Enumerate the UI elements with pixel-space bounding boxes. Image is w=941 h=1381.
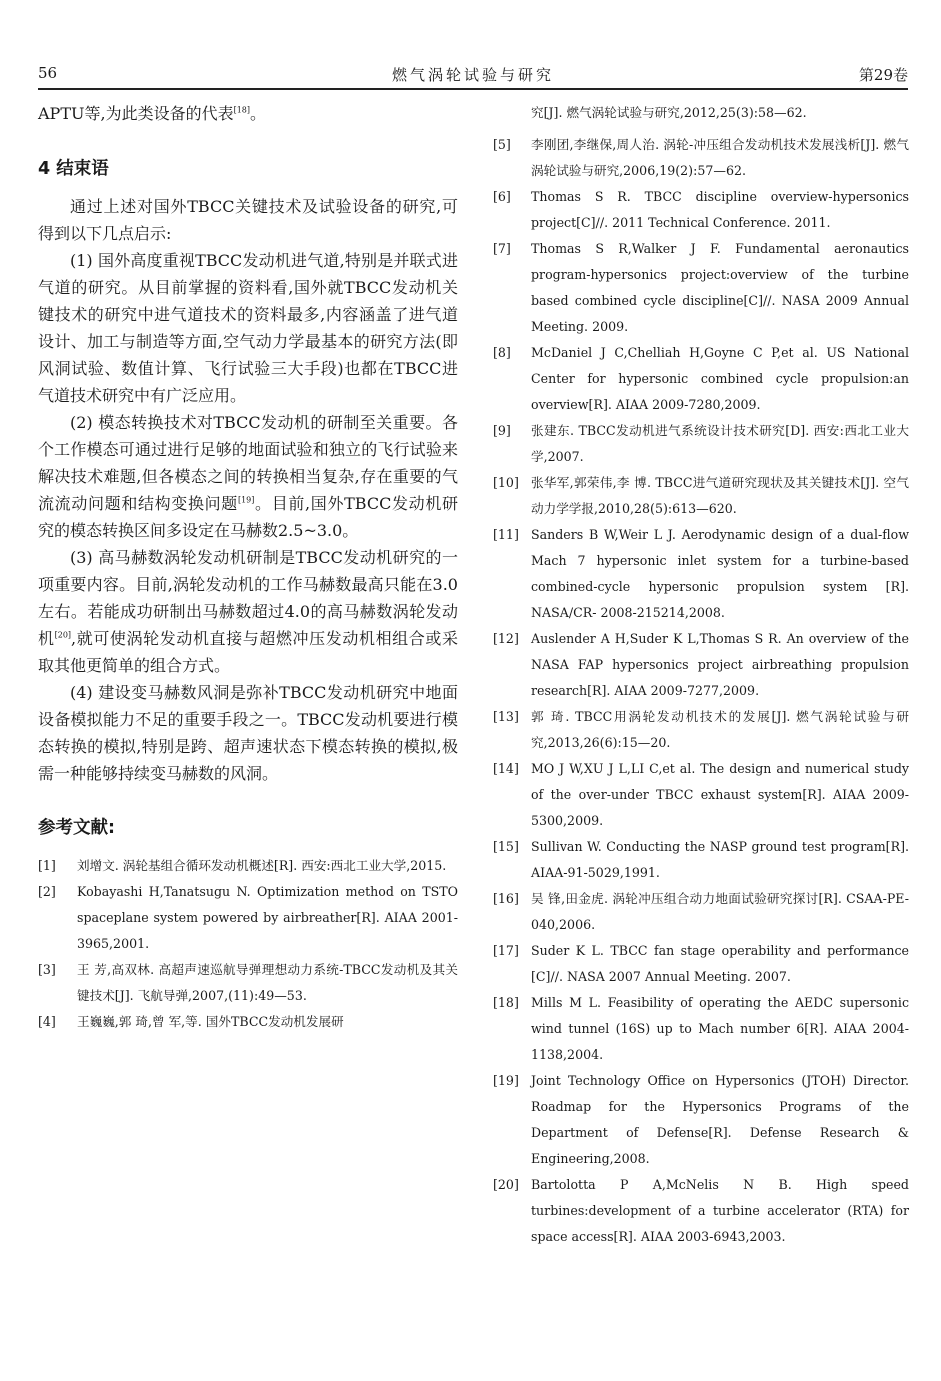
citation-marker: [20] <box>54 630 72 640</box>
reference-item <box>493 236 909 340</box>
journal-title: 燃气涡轮试验与研究 <box>391 66 554 84</box>
right-column <box>493 100 909 1250</box>
reference-item <box>493 522 909 626</box>
reference-number: [13] <box>493 709 519 724</box>
conclusion-intro: 通过上述对国外TBCC关键技术及试验设备的研究,可得到以下几点启示: <box>38 197 458 243</box>
reference-item <box>38 1009 458 1035</box>
citation-marker: [18] <box>233 105 250 115</box>
citation-marker: [19] <box>237 495 255 505</box>
reference-text: 张华军,郭荣伟,李 博. TBCC进气道研究现状及其关键技术[J]. 空气动力学学报,2010,28(5):613—620. <box>531 475 909 516</box>
reference-text: Auslender A H,Suder K L,Thomas S R. An overview of the NASA FAP hypersonics project airbreathing propulsion research[R]. AIAA 2009-7277,2009. <box>531 631 909 698</box>
reference-number: [12] <box>493 631 519 646</box>
reference-item <box>493 704 909 756</box>
reference-item <box>493 938 909 990</box>
reference-text: 王 芳,高双林. 高超声速巡航导弹理想动力系统-TBCC发动机及其关键技术[J]. 飞航导弹,2007,(11):49—53. <box>77 962 458 1003</box>
reference-number: [6] <box>493 189 511 204</box>
reference-text: 郭 琦. TBCC用涡轮发动机技术的发展[J]. 燃气涡轮试验与研究,2013,26(6):15—20. <box>531 709 909 750</box>
page-number: 56 <box>38 64 58 82</box>
point-3-tail: ,就可使涡轮发动机直接与超燃冲压发动机相组合或采取其他更简单的组合方式。 <box>38 629 458 675</box>
point-2-text: (2) 模态转换技术对TBCC发动机的研制至关重要。各个工作模态可通过进行足够的地面试验和独立的飞行试验来解决技术难题,但各模态之间的转换相当复杂,存在重要的气流流动问题和结构变换问题 <box>38 413 458 513</box>
reference-number: [2] <box>38 884 56 899</box>
conclusion-point-3 <box>38 544 458 679</box>
reference-text: Sanders B W,Weir L J. Aerodynamic design of a dual-flow Mach 7 hypersonic inlet system for a turbine-based combined-cycle hypersonic propulsion system [R]. NASA/CR- 2008-215214,2008. <box>531 527 909 620</box>
reference-item <box>493 756 909 834</box>
reference-text: Thomas S R. TBCC discipline overview-hypersonics project[C]//. 2011 Technical Conference. 2011. <box>531 189 909 230</box>
reference-text: McDaniel J C,Chelliah H,Goyne C P,et al. US National Center for hypersonic combined cycle propulsion:an overview[R]. AIAA 2009-7280,2009. <box>531 345 909 412</box>
reference-item <box>493 834 909 886</box>
reference-continuation: 究[J]. 燃气涡轮试验与研究,2012,25(3):58—62. <box>531 105 807 120</box>
reference-list-right <box>493 132 909 1250</box>
reference-item <box>493 470 909 522</box>
reference-number: [20] <box>493 1177 519 1192</box>
reference-number: [15] <box>493 839 519 854</box>
reference-text: Thomas S R,Walker J F. Fundamental aeronautics program-hypersonics project:overview of the turbine based combined cycle discipline[C]//. NASA 2009 Annual Meeting. 2009. <box>531 241 909 334</box>
reference-item <box>493 990 909 1068</box>
reference-text: 李刚团,李继保,周人治. 涡轮-冲压组合发动机技术发展浅析[J]. 燃气涡轮试验与研究,2006,19(2):57—62. <box>531 137 909 178</box>
reference-item <box>493 132 909 184</box>
reference-text: 王巍巍,郭 琦,曾 军,等. 国外TBCC发动机发展研 <box>77 1014 344 1029</box>
reference-text: Kobayashi H,Tanatsugu N. Optimization method on TSTO spaceplane system powered by airbreather[R]. AIAA 2001-3965,2001. <box>77 884 458 951</box>
reference-number: [19] <box>493 1073 519 1088</box>
intro-tail: 。 <box>250 104 267 123</box>
reference-number: [3] <box>38 962 56 977</box>
reference-number: [9] <box>493 423 511 438</box>
reference-text: Bartolotta P A,McNelis N B. High speed turbines:development of a turbine accelerator (RTA) for space access[R]. AIAA 2003-6943,2003. <box>531 1177 909 1244</box>
reference-item <box>493 340 909 418</box>
intro-text: APTU等,为此类设备的代表 <box>38 104 234 123</box>
reference-text: Suder K L. TBCC fan stage operability and performance [C]//. NASA 2007 Annual Meeting. 2007. <box>531 943 909 984</box>
reference-number: [17] <box>493 943 519 958</box>
reference-item <box>38 879 458 957</box>
reference-number: [8] <box>493 345 511 360</box>
volume-label: 第29卷 <box>858 66 908 84</box>
reference-text: Mills M L. Feasibility of operating the AEDC supersonic wind tunnel (16S) up to Mach number 6[R]. AIAA 2004-1138,2004. <box>531 995 909 1062</box>
reference-number: [16] <box>493 891 519 906</box>
reference-number: [10] <box>493 475 519 490</box>
reference-text: 刘增文. 涡轮基组合循环发动机概述[R]. 西安:西北工业大学,2015. <box>77 858 447 873</box>
reference-text: 张建东. TBCC发动机进气系统设计技术研究[D]. 西安:西北工业大学,2007. <box>531 423 909 464</box>
reference-text: 吴 锋,田金虎. 涡轮冲压组合动力地面试验研究探讨[R]. CSAA-PE-040,2006. <box>531 891 909 932</box>
reference-item <box>493 1172 909 1250</box>
intro-paragraph <box>38 100 458 127</box>
reference-item <box>493 184 909 236</box>
point-3-text: (3) 高马赫数涡轮发动机研制是TBCC发动机研究的一项重要内容。目前,涡轮发动机的工作马赫数最高只能在3.0左右。若能成功研制出马赫数超过4.0的高马赫数涡轮发动机 <box>38 548 458 648</box>
reference-number: [1] <box>38 858 56 873</box>
reference-number: [4] <box>38 1014 56 1029</box>
reference-text: Joint Technology Office on Hypersonics (JTOH) Director. Roadmap for the Hypersonics Programs of the Department of Defense[R]. Defense Research & Engineering,2008. <box>531 1073 909 1166</box>
reference-number: [11] <box>493 527 519 542</box>
section-heading: 4 结束语 <box>38 159 109 179</box>
reference-item <box>493 626 909 704</box>
reference-number: [7] <box>493 241 511 256</box>
reference-number: [5] <box>493 137 511 152</box>
reference-item <box>38 853 458 879</box>
page-header <box>38 64 908 86</box>
conclusion-point-4: (4) 建设变马赫数风洞是弥补TBCC发动机研究中地面设备模拟能力不足的重要手段之一。TBCC发动机要进行模态转换的模拟,特别是跨、超声速状态下模态转换的模拟,极需一种能够持续变马赫数的风洞。 <box>38 683 458 783</box>
reference-number: [18] <box>493 995 519 1010</box>
conclusion-point-1: (1) 国外高度重视TBCC发动机进气道,特别是并联式进气道的研究。从目前掌握的资料看,国外就TBCC发动机关键技术的研究中进气道技术的资料最多,内容涵盖了进气道设计、加工与制造等方面,空气动力学最基本的研究方法(即风洞试验、数值计算、飞行试验三大手段)也都在TBCC进气道技术研究中有广泛应用。 <box>38 251 458 405</box>
left-column <box>38 100 458 1035</box>
reference-item <box>38 957 458 1009</box>
reference-list-left <box>38 853 458 1035</box>
reference-item <box>493 1068 909 1172</box>
references-heading: 参考文献: <box>38 818 115 838</box>
conclusion-point-2 <box>38 409 458 544</box>
header-rule <box>38 88 908 90</box>
reference-item <box>493 418 909 470</box>
reference-number: [14] <box>493 761 519 776</box>
reference-item <box>493 886 909 938</box>
point-2-tail: 。目前,国外TBCC发动机研究的模态转换区间多设定在马赫数2.5~3.0。 <box>38 494 458 540</box>
reference-text: Sullivan W. Conducting the NASP ground test program[R]. AIAA-91-5029,1991. <box>531 839 909 880</box>
reference-text: MO J W,XU J L,LI C,et al. The design and numerical study of the over-under TBCC exhaust system[R]. AIAA 2009-5300,2009. <box>531 761 909 828</box>
